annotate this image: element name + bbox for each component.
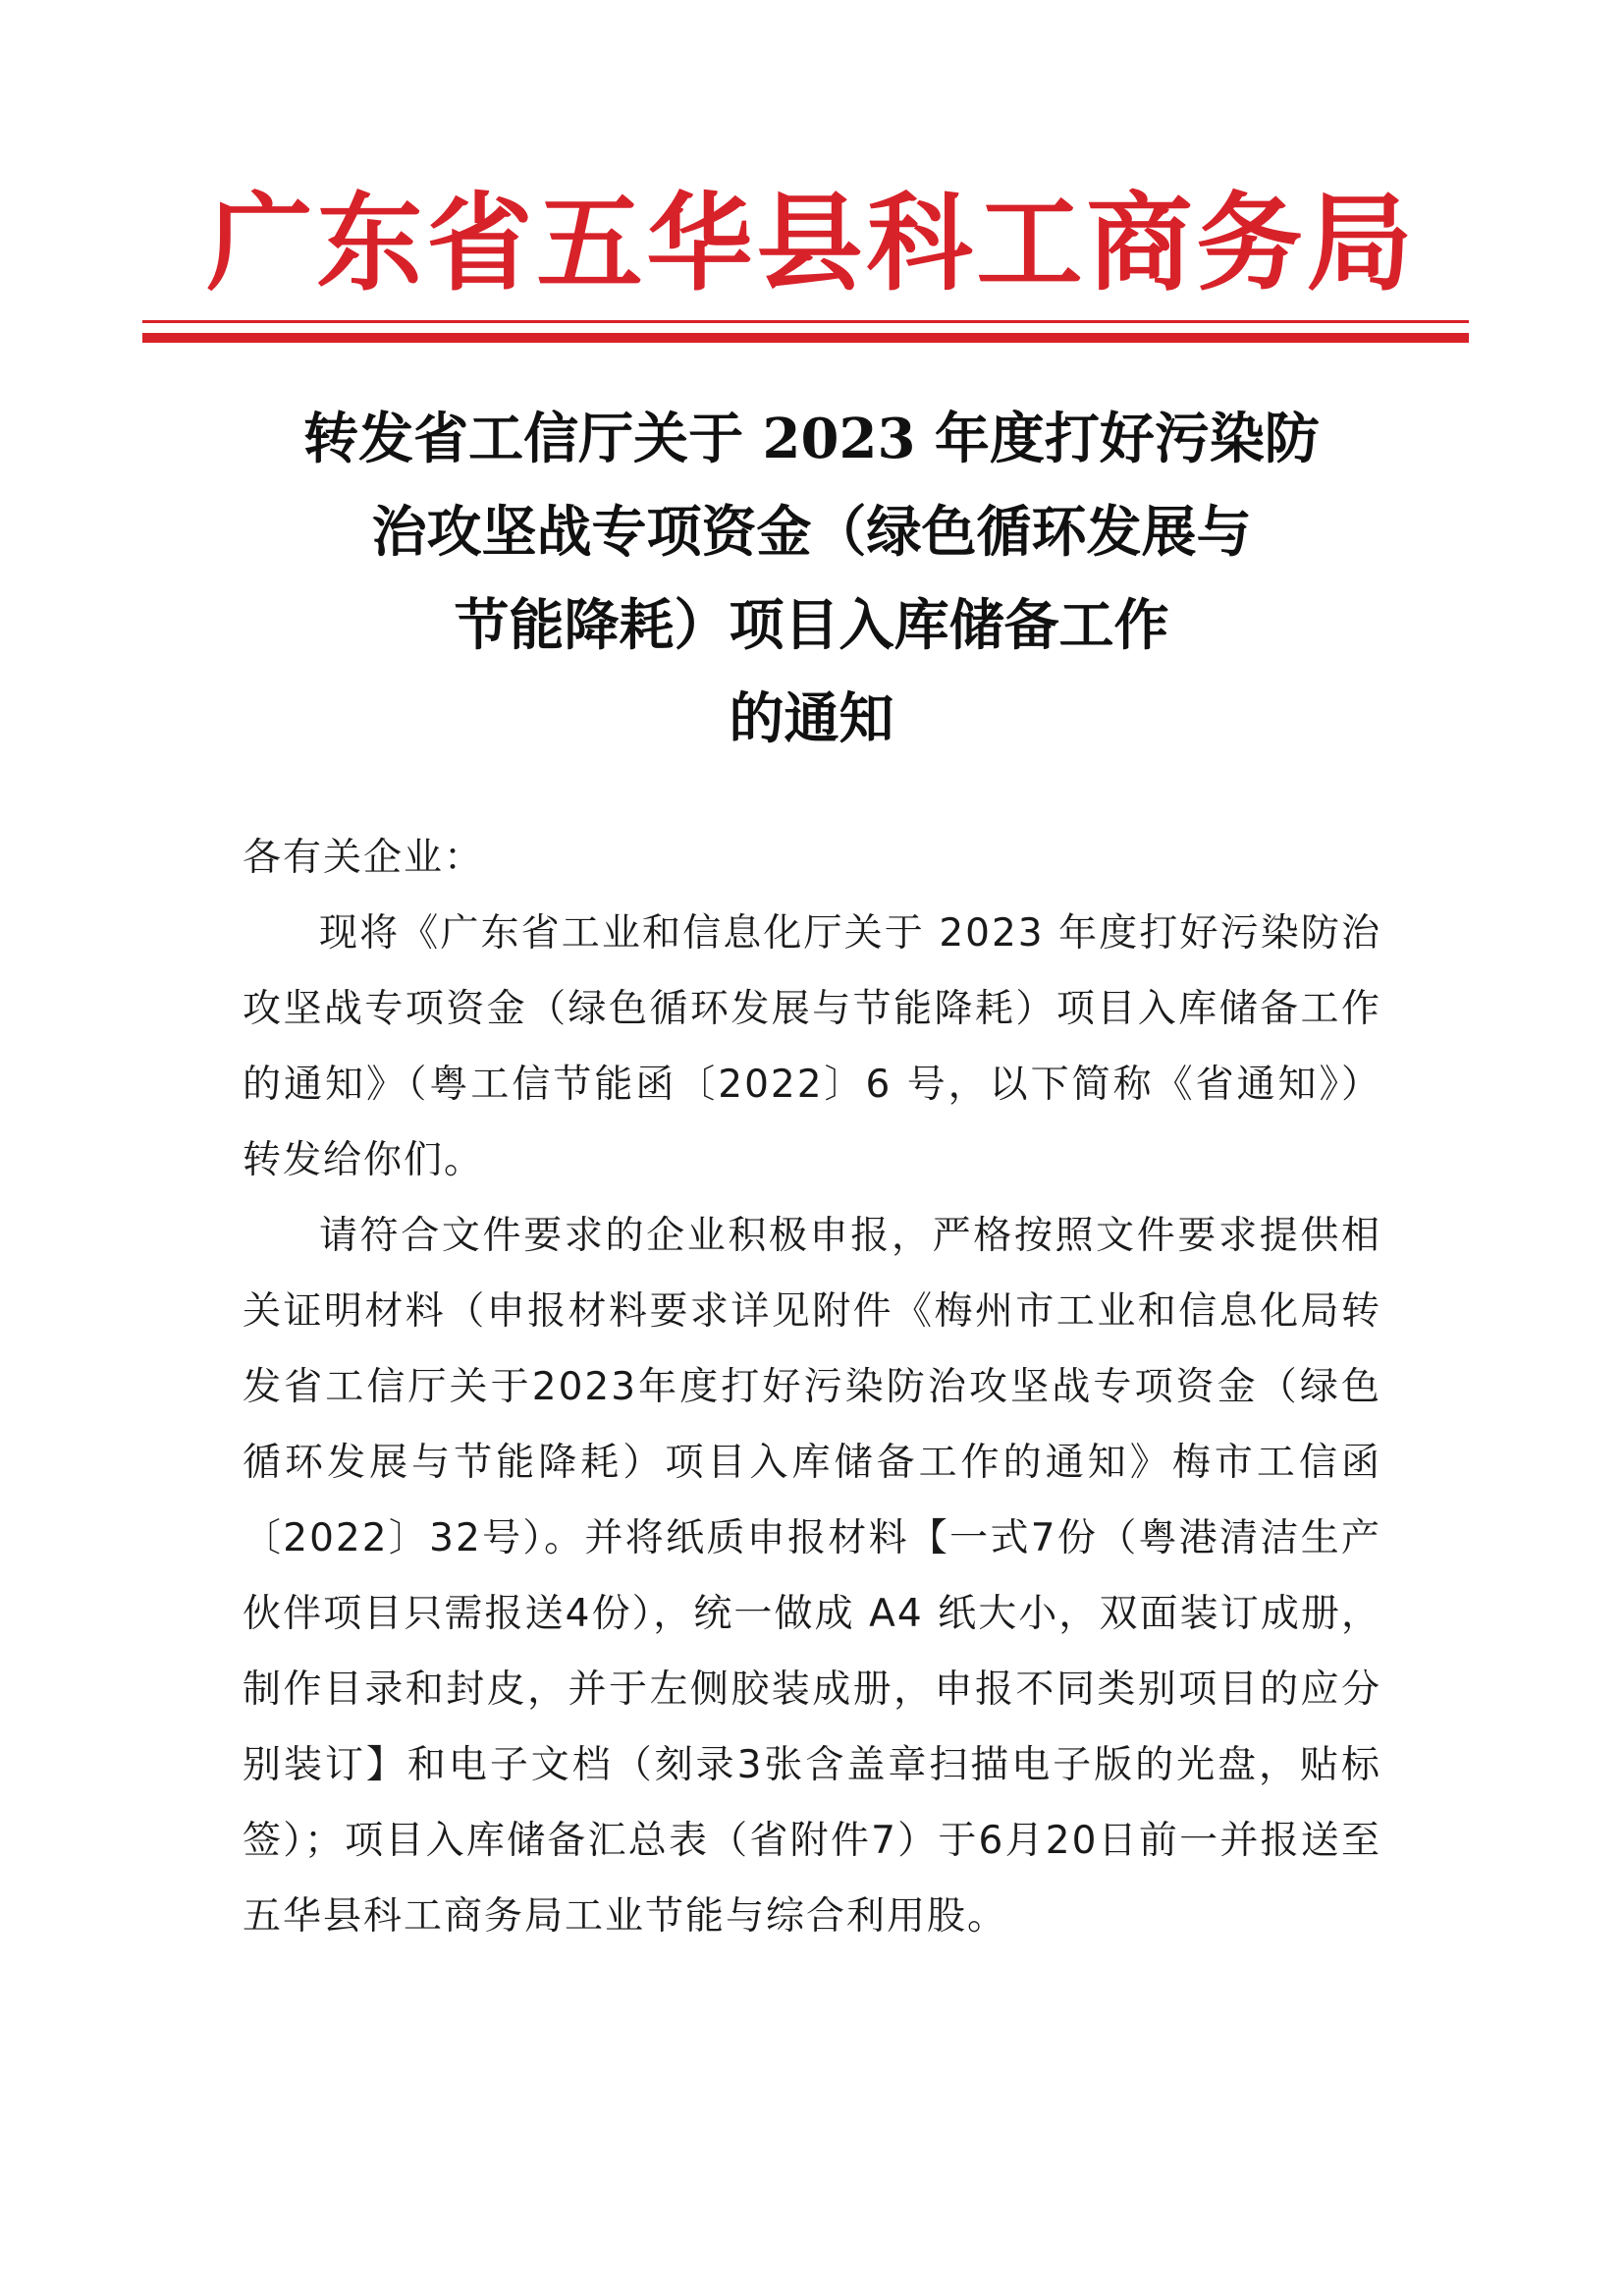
issuer-header: 广东省五华县科工商务局	[206, 182, 1417, 305]
header-rule-thick	[142, 333, 1469, 343]
salutation: 各有关企业：	[243, 836, 485, 880]
body-paragraph: 请符合文件要求的企业积极申报，严格按照文件要求提供相关证明材料（申报材料要求详见附件《梅州市工业和信息化局转发省工信厅关于2023年度打好污染防治攻坚战专项资金（绿色循环发展与节能降耗）项目入库储备工作的通知》梅市工信函〔2022〕32号）。并将纸质申报材料【一式7份（粤港清洁生产伙伴项目只需报送4份），统一做成 A4 纸大小，双面装订成册，制作目录和封皮，并于左侧胶装成册，申报不同类别项目的应分别装订】和电子文档（刻录3张含盖章扫描电子版的光盘，贴标签）；项目入库储备汇总表（省附件7）于6月20日前一并报送至五华县科工商务局工业节能与综合利用股。	[243, 1214, 1381, 1939]
document-body	[243, 820, 1381, 1954]
header-rule-thin	[142, 320, 1469, 323]
title-line: 治攻坚战专项资金（绿色循环发展与	[371, 500, 1252, 565]
body-paragraph: 现将《广东省工业和信息化厅关于 2023 年度打好污染防治攻坚战专项资金（绿色循环发展与节能降耗）项目入库储备工作的通知》（粤工信节能函〔2022〕6 号，以下简称《省通知》）转发给你们。	[243, 911, 1381, 1182]
title-line: 转发省工信厅关于 2023 年度打好污染防	[303, 407, 1320, 471]
title-line: 的通知	[729, 686, 894, 751]
title-line: 节能降耗）项目入库储备工作	[454, 593, 1169, 658]
document-title	[142, 393, 1481, 766]
